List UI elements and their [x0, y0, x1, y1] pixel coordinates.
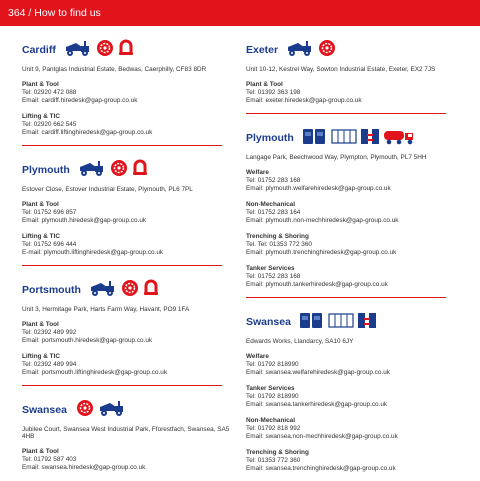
dumper-icon [89, 279, 117, 302]
dumper-icon [98, 399, 126, 422]
contact-block-title: Plant & Tool [22, 321, 59, 328]
contact-email[interactable]: Email: plymouth.trenchinghiredesk@gap-group.co.uk [246, 249, 397, 256]
location-section [246, 38, 456, 114]
contact-block [246, 169, 456, 193]
section-divider [246, 113, 446, 114]
contact-email[interactable]: Email: swansea.welfarehiredesk@gap-group.co.uk [246, 369, 390, 376]
contact-block-title: Tanker Services [246, 385, 295, 392]
contact-phone: Tel: 01392 363 198 [246, 89, 301, 96]
contact-email[interactable]: Email: plymouth.tankerhiredesk@gap-group.co.uk [246, 281, 388, 288]
location-title: Swansea [246, 316, 291, 328]
contact-phone: Tel: 01792 818 992 [246, 425, 301, 432]
contact-block [22, 113, 232, 137]
gear-circle-icon [120, 279, 140, 302]
contact-block [246, 353, 456, 377]
location-header [246, 38, 456, 62]
contact-email[interactable]: Email: swansea.tankerhiredesk@gap-group.co.uk [246, 401, 388, 408]
contact-email[interactable]: Email: portsmouth.liftinghiredesk@gap-group.co.uk [22, 369, 168, 376]
contact-email[interactable]: Email: swansea.trenchinghiredesk@gap-group.co.uk [246, 465, 396, 472]
contact-email[interactable]: Email: portsmouth.hiredesk@gap-group.co.uk [22, 337, 153, 344]
contact-block [246, 233, 456, 257]
location-address: Unit 10-12, Kestrel Way, Sowton Industrial Estate, Exeter, EX2 7JS [246, 66, 436, 73]
location-address: Unit 3, Hermitage Park, Harts Farm Way, Havant, PO9 1FA [22, 306, 190, 313]
contact-block [22, 81, 232, 105]
location-address: Langage Park, Beechwood Way, Plympton, Plymouth, PL7 5HH [246, 154, 427, 161]
contact-phone: Tel: 02392 489 994 [22, 361, 77, 368]
service-icons [286, 39, 337, 62]
contact-phone: Tel: 01752 283 168 [246, 177, 301, 184]
location-header [246, 126, 456, 150]
contact-block-title: Plant & Tool [22, 448, 59, 455]
shackle-icon [118, 39, 134, 62]
contact-block-title: Welfare [246, 353, 269, 360]
contact-phone: Tel: 01752 696 857 [22, 209, 77, 216]
service-icons [64, 39, 134, 62]
shackle-icon [132, 159, 148, 182]
location-title: Plymouth [246, 132, 294, 144]
location-section [246, 310, 456, 473]
contact-block-title: Non-Mechanical [246, 201, 296, 208]
contact-email[interactable]: Email: swansea.non-mechhiredesk@gap-group.co.uk [246, 433, 398, 440]
contact-email[interactable]: Email: cardiff.liftinghiredesk@gap-group.co.uk [22, 129, 153, 136]
page-header [0, 0, 480, 26]
gear-circle-icon [109, 159, 129, 182]
location-title: Exeter [246, 44, 279, 56]
contact-phone: Tel. Tel: 01353 772 360 [246, 241, 312, 248]
contact-phone: Tel: 01792 818990 [246, 393, 299, 400]
dumper-icon [286, 39, 314, 62]
page-title: 364 / How to find us [8, 7, 101, 19]
contact-block [22, 321, 232, 345]
contact-phone: Tel: 01792 587 403 [22, 456, 77, 463]
contact-phone: Tel: 01792 818990 [246, 361, 299, 368]
cabin-icon [328, 311, 354, 334]
left-column [22, 38, 232, 480]
cabin-icon [331, 127, 357, 150]
service-icons [302, 127, 415, 150]
location-title: Portsmouth [22, 284, 81, 296]
gear-circle-icon [95, 39, 115, 62]
location-header [22, 278, 232, 302]
contact-email[interactable]: Email: plymouth.welfarehiredesk@gap-group.co.uk [246, 185, 391, 192]
contact-block [246, 201, 456, 225]
contact-block [22, 201, 232, 225]
service-icons [299, 311, 377, 334]
contact-block-title: Plant & Tool [246, 81, 283, 88]
toilet-icon [299, 311, 325, 334]
location-address: Estover Close, Estover Industrial Estate, Plymouth, PL6 7PL [22, 186, 193, 193]
contact-email[interactable]: Email: cardiff.hiredesk@gap-group.co.uk [22, 97, 138, 104]
contact-block [246, 449, 456, 473]
contact-block-title: Welfare [246, 169, 269, 176]
contact-block-title: Tanker Services [246, 265, 295, 272]
contact-block [246, 265, 456, 289]
trench-shoring-icon [360, 127, 380, 150]
contact-block-title: Trenching & Shoring [246, 233, 309, 240]
contact-email[interactable]: Email: plymouth.hiredesk@gap-group.co.uk [22, 217, 147, 224]
location-title: Plymouth [22, 164, 70, 176]
contact-block [22, 448, 232, 472]
section-divider [22, 145, 222, 146]
contact-block [22, 353, 232, 377]
location-section [22, 278, 232, 386]
location-header [22, 398, 232, 422]
location-section [22, 158, 232, 266]
location-address: Unit 9, Pantglas Industrial Estate, Bedwas, Caerphilly, CF83 8DR [22, 66, 207, 73]
contact-phone: Tel: 02920 662 545 [22, 121, 77, 128]
contact-email[interactable]: E-mail: plymouth.liftinghiredesk@gap-group.co.uk [22, 249, 164, 256]
location-header [22, 38, 232, 62]
contact-block-title: Plant & Tool [22, 81, 59, 88]
location-section [22, 398, 232, 472]
contact-phone: Tel: 02392 489 992 [22, 329, 77, 336]
contact-phone: Tel: 01752 283 168 [246, 273, 301, 280]
tanker-icon [383, 127, 415, 150]
section-divider [246, 297, 446, 298]
service-icons [75, 399, 126, 422]
service-icons [89, 279, 159, 302]
dumper-icon [64, 39, 92, 62]
contact-email[interactable]: Email: swansea.hiredesk@gap-group.co.uk [22, 464, 146, 471]
contact-block [246, 385, 456, 409]
location-header [22, 158, 232, 182]
service-icons [78, 159, 148, 182]
dumper-icon [78, 159, 106, 182]
section-divider [22, 265, 222, 266]
contact-email[interactable]: Email: plymouth.non-mechhiredesk@gap-group.co.uk [246, 217, 399, 224]
location-title: Swansea [22, 404, 67, 416]
contact-phone: Tel: 01353 772 360 [246, 457, 301, 464]
location-address: Jubilee Court, Swansea West Industrial Park, Fforestfach, Swansea, SA5 4HB [22, 426, 230, 440]
section-divider [22, 385, 222, 386]
shackle-icon [143, 279, 159, 302]
contact-block-title: Lifting & TIC [22, 113, 60, 120]
location-section [22, 38, 232, 146]
location-address: Edwards Works, Llandarcy, SA10 6JY [246, 338, 354, 345]
location-title: Cardiff [22, 44, 56, 56]
toilet-icon [302, 127, 328, 150]
location-header [246, 310, 456, 334]
contact-block-title: Non-Mechanical [246, 417, 296, 424]
contact-block-title: Lifting & TIC [22, 353, 60, 360]
contact-email[interactable]: Email: exeter.hiredesk@gap-group.co.uk [246, 97, 362, 104]
gear-circle-icon [317, 39, 337, 62]
contact-block-title: Lifting & TIC [22, 233, 60, 240]
contact-block-title: Trenching & Shoring [246, 449, 309, 456]
contact-phone: Tel: 01752 696 444 [22, 241, 77, 248]
contact-phone: Tel: 02920 472 088 [22, 89, 77, 96]
contact-block [246, 417, 456, 441]
location-section [246, 126, 456, 298]
right-column [246, 38, 456, 481]
contact-block [22, 233, 232, 257]
gear-circle-icon [75, 399, 95, 422]
contact-block [246, 81, 456, 105]
trench-shoring-icon [357, 311, 377, 334]
contact-phone: Tel: 01752 283 164 [246, 209, 301, 216]
contact-block-title: Plant & Tool [22, 201, 59, 208]
